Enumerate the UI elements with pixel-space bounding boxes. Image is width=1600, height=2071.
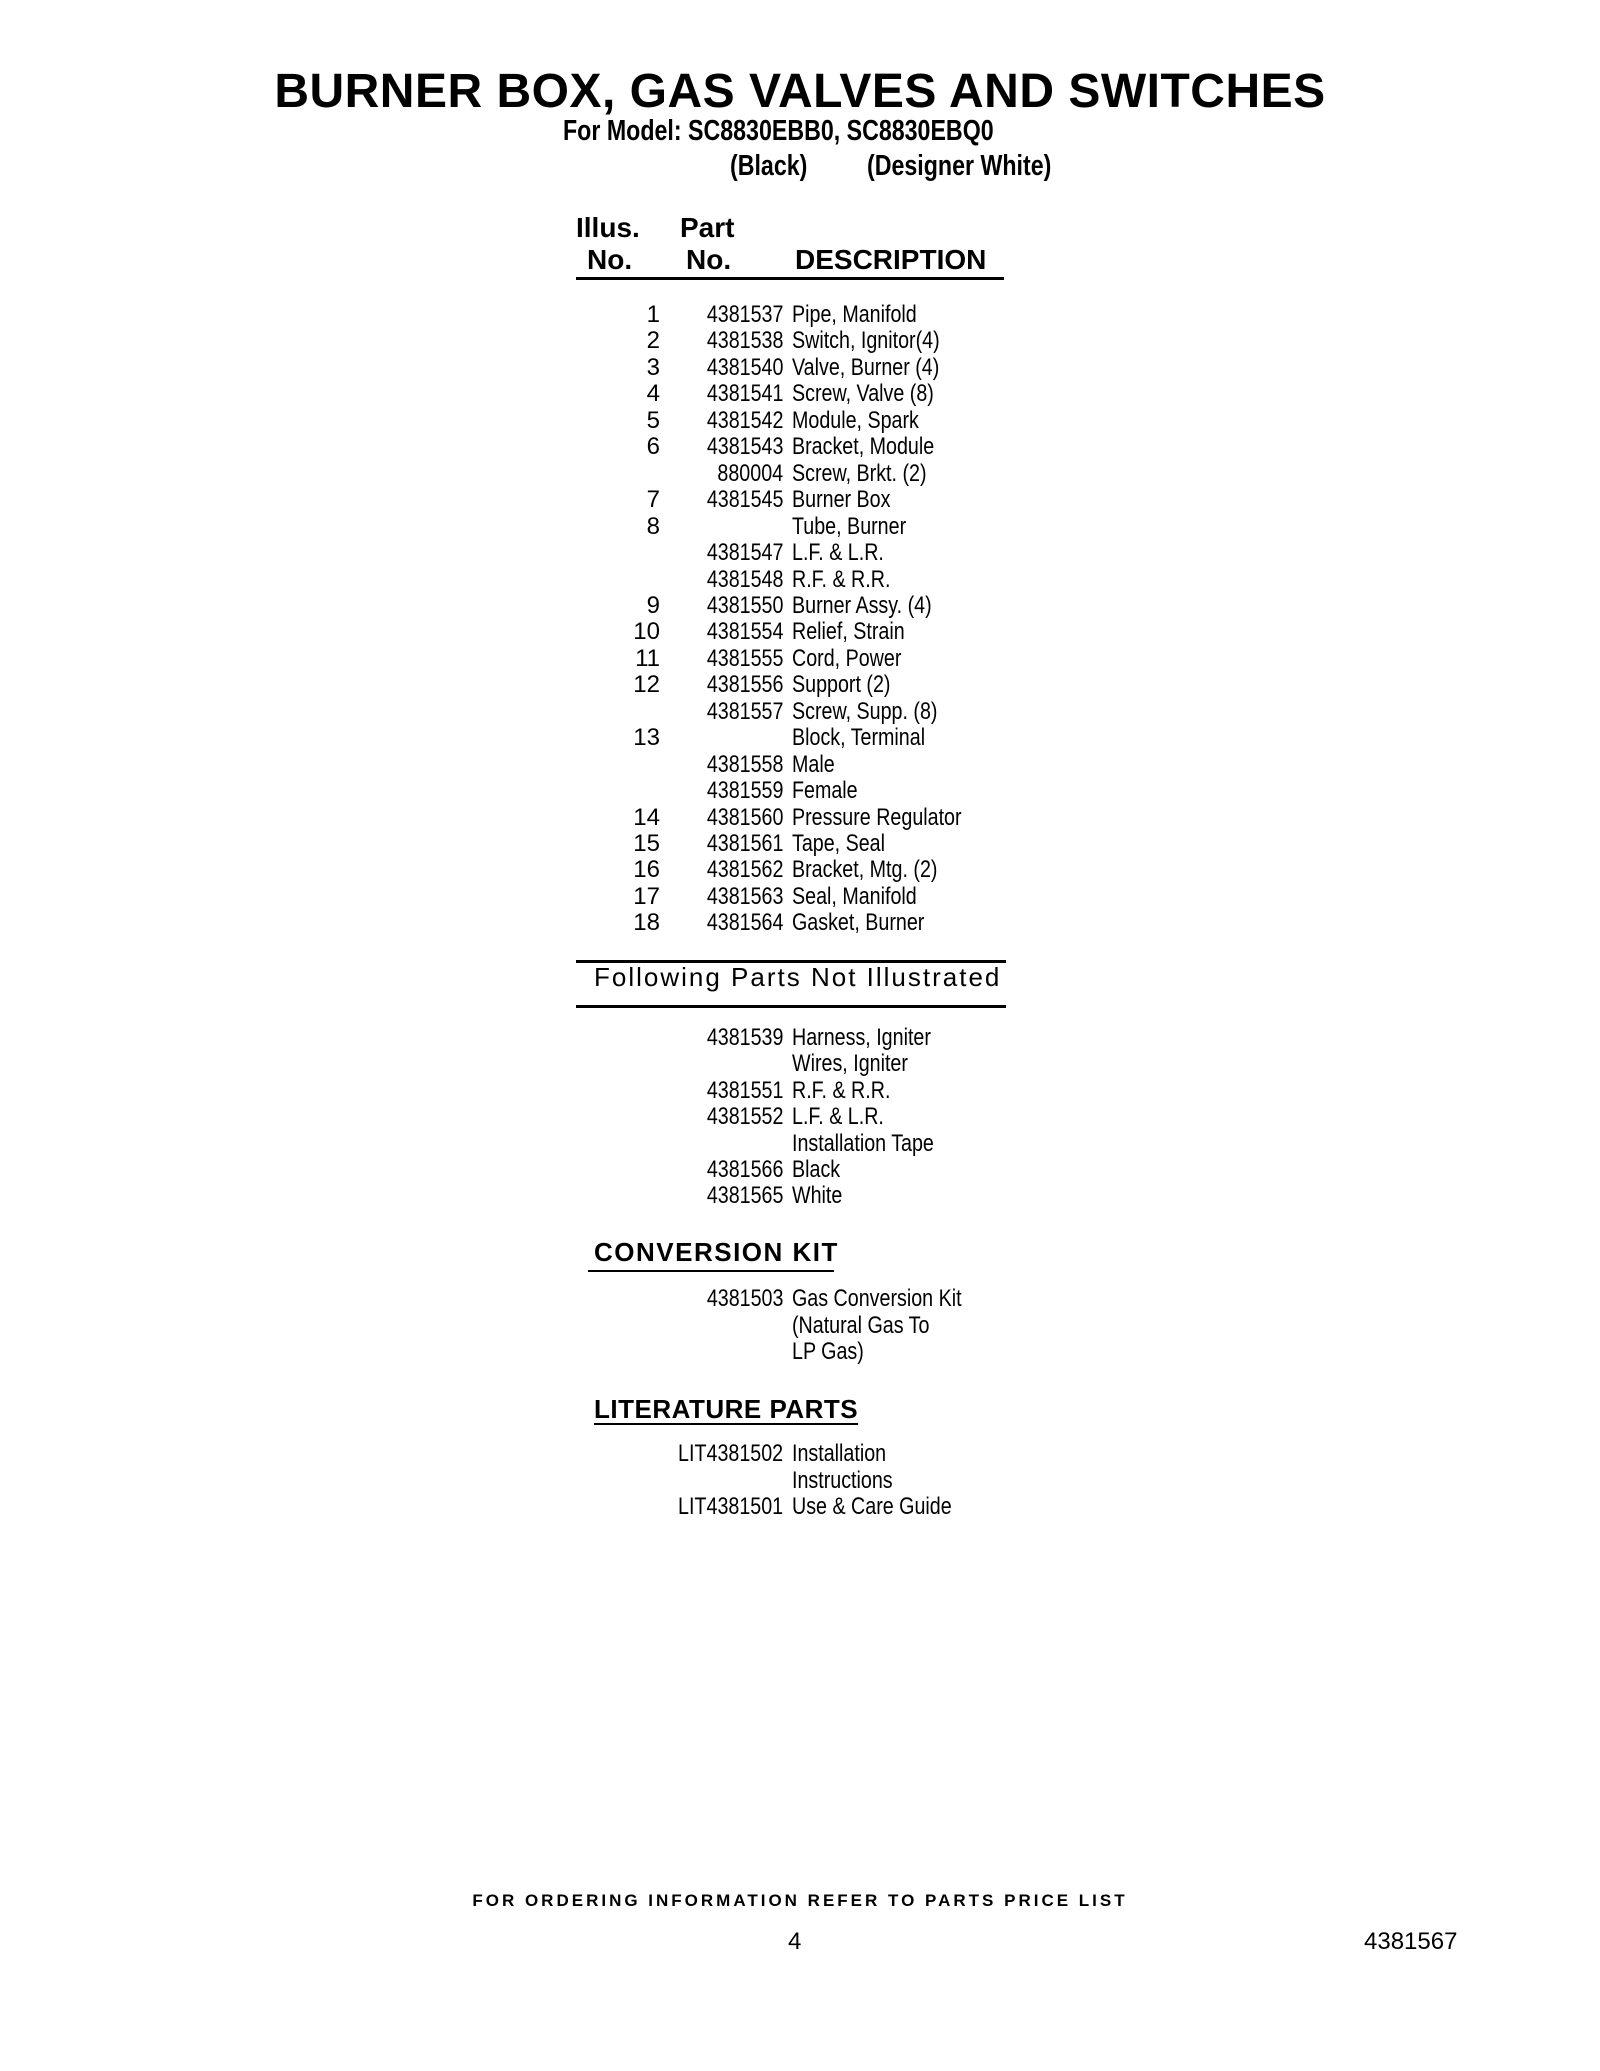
part-number: 4381538	[706, 327, 783, 355]
document-number: 4381567	[1364, 1928, 1458, 1955]
illus-header-top: Illus.	[576, 212, 640, 243]
part-description: Bracket, Module	[792, 433, 935, 461]
illus-number: 7	[646, 486, 660, 514]
list-item	[560, 381, 1060, 407]
list-item	[560, 567, 1060, 593]
part-description: Gasket, Burner	[792, 909, 925, 937]
part-number: 4381558	[706, 750, 783, 778]
list-item	[560, 1286, 1060, 1312]
list-item	[560, 699, 1060, 725]
description-header: DESCRIPTION	[795, 244, 987, 275]
part-description: Female	[792, 777, 858, 805]
part-description: L.F. & L.R.	[792, 1103, 884, 1131]
list-item	[560, 540, 1060, 566]
list-item	[560, 1494, 1060, 1520]
part-number: 4381560	[706, 803, 783, 831]
part-number: LIT4381502	[677, 1440, 783, 1467]
list-item	[560, 752, 1060, 778]
part-description: Valve, Burner (4)	[792, 353, 940, 381]
part-description: L.F. & L.R.	[792, 539, 884, 567]
list-item	[560, 1051, 1060, 1077]
part-description: Bracket, Mtg. (2)	[792, 856, 938, 884]
part-description: Pressure Regulator	[792, 803, 962, 831]
list-item	[560, 857, 1060, 883]
color-white-label: (Designer White)	[867, 150, 1052, 182]
part-description: Relief, Strain	[792, 618, 905, 646]
list-item	[560, 1078, 1060, 1104]
part-header-top: Part	[680, 212, 735, 243]
illus-number: 9	[646, 591, 660, 619]
list-item	[560, 593, 1060, 619]
list-item	[560, 646, 1060, 672]
part-number: 4381547	[706, 539, 783, 567]
part-description: Male	[792, 750, 835, 778]
part-description: LP Gas)	[792, 1338, 864, 1365]
part-number: 4381564	[706, 909, 783, 937]
part-description: Installation	[792, 1440, 887, 1467]
part-number: LIT4381501	[677, 1493, 783, 1520]
illus-number: 17	[633, 882, 660, 910]
illus-number: 14	[633, 803, 660, 831]
list-item	[560, 778, 1060, 804]
list-item	[560, 302, 1060, 328]
part-number: 880004	[717, 459, 783, 487]
list-item	[560, 1339, 1060, 1365]
part-number: 4381503	[706, 1285, 783, 1312]
part-description: R.F. & R.R.	[792, 1076, 891, 1104]
part-number: 4381548	[706, 565, 783, 593]
list-item	[560, 514, 1060, 540]
part-number: 4381563	[706, 882, 783, 910]
part-description: Cord, Power	[792, 644, 902, 672]
part-description: Use & Care Guide	[792, 1493, 952, 1520]
part-description: Tape, Seal	[792, 830, 886, 857]
header-rule	[576, 277, 1004, 280]
list-item	[560, 1157, 1060, 1183]
list-item	[560, 1104, 1060, 1130]
part-description: Switch, Ignitor(4)	[792, 327, 940, 355]
part-number: 4381559	[706, 777, 783, 805]
illus-number: 2	[646, 327, 660, 355]
list-item	[560, 672, 1060, 698]
part-description: Wires, Igniter	[792, 1050, 908, 1078]
not-illustrated-bottom-rule	[576, 1005, 1006, 1008]
page-number: 4	[788, 1928, 802, 1955]
part-number: 4381557	[706, 697, 783, 725]
illus-number: 13	[633, 724, 660, 752]
part-description: Tube, Burner	[792, 512, 907, 540]
part-number: 4381555	[706, 644, 783, 672]
illus-number: 11	[635, 644, 660, 672]
illus-number: 6	[646, 433, 660, 461]
illus-number: 1	[646, 301, 660, 328]
illus-number: 12	[633, 671, 660, 699]
part-description: R.F. & R.R.	[792, 565, 891, 593]
part-description: Screw, Supp. (8)	[792, 697, 938, 725]
list-item	[560, 408, 1060, 434]
part-number: 4381565	[706, 1182, 783, 1210]
illus-number: 15	[633, 830, 660, 857]
part-number: 4381551	[706, 1076, 783, 1104]
model-line: For Model: SC8830EBB0, SC8830EBQ0	[563, 115, 994, 147]
list-item	[560, 725, 1060, 751]
literature-parts-title: LITERATURE PARTS	[594, 1394, 859, 1424]
part-number: 4381562	[706, 856, 783, 884]
illus-number: 3	[646, 353, 660, 381]
list-item	[560, 1183, 1060, 1209]
page-title: BURNER BOX, GAS VALVES AND SWITCHES	[274, 65, 1326, 118]
part-description: Gas Conversion Kit	[792, 1285, 962, 1312]
part-description: Module, Spark	[792, 406, 919, 434]
part-number: 4381550	[706, 591, 783, 619]
part-number: 4381541	[706, 380, 783, 408]
part-number: 4381543	[706, 433, 783, 461]
list-item	[560, 487, 1060, 513]
list-item	[560, 1025, 1060, 1051]
ordering-footer: FOR ORDERING INFORMATION REFER TO PARTS PRICE LIST	[472, 1891, 1128, 1910]
part-description: Support (2)	[792, 671, 891, 699]
conversion-kit-title: CONVERSION KIT	[594, 1237, 839, 1267]
part-description: Burner Box	[792, 486, 891, 514]
part-number: 4381537	[706, 301, 783, 328]
color-black-label: (Black)	[730, 150, 808, 182]
part-description: (Natural Gas To	[792, 1311, 930, 1339]
list-item	[560, 355, 1060, 381]
part-number: 4381561	[706, 830, 783, 857]
part-description: Screw, Brkt. (2)	[792, 459, 927, 487]
part-number: 4381542	[706, 406, 783, 434]
part-number: 4381545	[706, 486, 783, 514]
list-item	[560, 884, 1060, 910]
part-number: 4381552	[706, 1103, 783, 1131]
illus-number: 10	[633, 618, 660, 646]
list-item	[560, 461, 1060, 487]
part-description: Burner Assy. (4)	[792, 591, 932, 619]
part-description: Pipe, Manifold	[792, 301, 917, 328]
part-number: 4381554	[706, 618, 783, 646]
list-item	[560, 619, 1060, 645]
illus-number: 16	[633, 856, 660, 884]
part-description: Block, Terminal	[792, 724, 926, 752]
illus-number: 4	[646, 380, 660, 408]
list-item	[560, 1441, 1060, 1467]
illus-number: 8	[646, 512, 660, 540]
part-description: Screw, Valve (8)	[792, 380, 934, 408]
part-header-bottom: No.	[686, 244, 732, 275]
illus-number: 5	[646, 406, 660, 434]
part-description: Harness, Igniter	[792, 1024, 931, 1051]
list-item	[560, 434, 1060, 460]
part-number: 4381539	[706, 1024, 783, 1051]
list-item	[560, 831, 1060, 857]
conversion-kit-rule	[588, 1270, 834, 1272]
part-description: White	[792, 1182, 843, 1210]
part-number: 4381566	[706, 1156, 783, 1183]
list-item	[560, 910, 1060, 936]
part-description: Instructions	[792, 1466, 893, 1494]
not-illustrated-title: Following Parts Not Illustrated	[594, 962, 1002, 992]
list-item	[560, 805, 1060, 831]
illus-header-bottom: No.	[587, 244, 633, 275]
part-description: Installation Tape	[792, 1129, 934, 1157]
part-number: 4381556	[706, 671, 783, 699]
part-description: Seal, Manifold	[792, 882, 917, 910]
list-item	[560, 1131, 1060, 1157]
list-item	[560, 1468, 1060, 1494]
list-item	[560, 328, 1060, 354]
part-number: 4381540	[706, 353, 783, 381]
illus-number: 18	[633, 909, 660, 937]
list-item	[560, 1313, 1060, 1339]
part-description: Black	[792, 1156, 841, 1183]
